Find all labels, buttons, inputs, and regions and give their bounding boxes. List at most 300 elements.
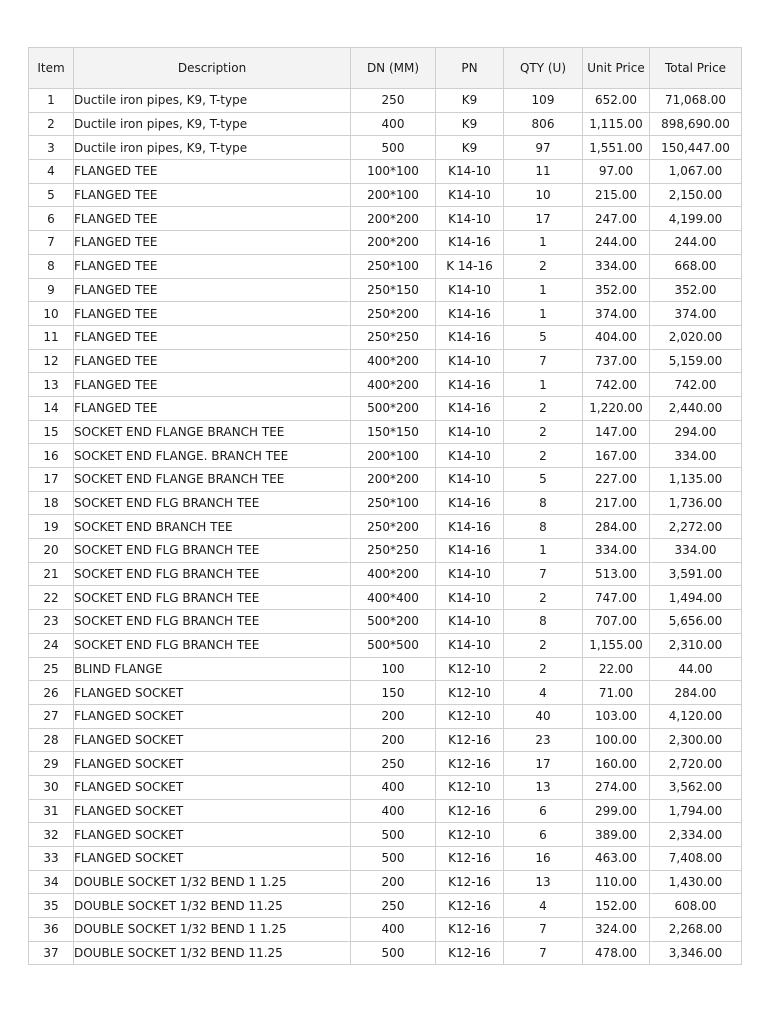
cell-item: 8 [29,254,74,278]
cell-total-price: 5,656.00 [650,610,742,634]
cell-dn: 200 [351,704,436,728]
cell-dn: 200*100 [351,444,436,468]
cell-pn: K12-16 [436,870,504,894]
cell-qty: 8 [504,491,583,515]
cell-qty: 16 [504,847,583,871]
header-qty: QTY (U) [504,48,583,89]
cell-total-price: 352.00 [650,278,742,302]
cell-description: FLANGED SOCKET [74,704,351,728]
cell-qty: 2 [504,586,583,610]
cell-qty: 1 [504,231,583,255]
cell-qty: 1 [504,539,583,563]
header-pn: PN [436,48,504,89]
cell-unit-price: 389.00 [583,823,650,847]
cell-pn: K12-16 [436,894,504,918]
cell-item: 24 [29,633,74,657]
cell-description: FLANGED SOCKET [74,728,351,752]
cell-qty: 17 [504,752,583,776]
cell-description: Ductile iron pipes, K9, T-type [74,112,351,136]
header-item: Item [29,48,74,89]
cell-total-price: 71,068.00 [650,89,742,113]
table-row [29,468,742,492]
table-row [29,752,742,776]
cell-qty: 97 [504,136,583,160]
cell-total-price: 44.00 [650,657,742,681]
cell-total-price: 2,268.00 [650,918,742,942]
cell-dn: 200 [351,870,436,894]
table-row [29,681,742,705]
cell-qty: 2 [504,254,583,278]
cell-total-price: 4,199.00 [650,207,742,231]
cell-unit-price: 1,551.00 [583,136,650,160]
cell-unit-price: 97.00 [583,160,650,184]
cell-qty: 8 [504,515,583,539]
cell-dn: 400 [351,918,436,942]
cell-unit-price: 463.00 [583,847,650,871]
cell-unit-price: 1,115.00 [583,112,650,136]
cell-dn: 400*400 [351,586,436,610]
cell-dn: 500 [351,136,436,160]
cell-total-price: 5,159.00 [650,349,742,373]
cell-unit-price: 652.00 [583,89,650,113]
cell-unit-price: 334.00 [583,254,650,278]
cell-pn: K12-10 [436,823,504,847]
cell-description: FLANGED SOCKET [74,823,351,847]
cell-total-price: 608.00 [650,894,742,918]
table-row [29,610,742,634]
table-row [29,373,742,397]
table-row [29,918,742,942]
header-dn: DN (MM) [351,48,436,89]
cell-unit-price: 324.00 [583,918,650,942]
cell-total-price: 742.00 [650,373,742,397]
cell-pn: K14-10 [436,349,504,373]
cell-description: Ductile iron pipes, K9, T-type [74,136,351,160]
cell-pn: K12-10 [436,775,504,799]
cell-item: 35 [29,894,74,918]
cell-total-price: 334.00 [650,539,742,563]
cell-item: 16 [29,444,74,468]
cell-unit-price: 100.00 [583,728,650,752]
cell-dn: 250*100 [351,491,436,515]
table-row [29,183,742,207]
cell-item: 11 [29,325,74,349]
cell-total-price: 294.00 [650,420,742,444]
cell-item: 13 [29,373,74,397]
cell-pn: K14-10 [436,207,504,231]
cell-total-price: 3,346.00 [650,941,742,965]
cell-description: FLANGED TEE [74,325,351,349]
cell-total-price: 2,720.00 [650,752,742,776]
cell-pn: K14-10 [436,610,504,634]
cell-total-price: 2,020.00 [650,325,742,349]
cell-description: FLANGED TEE [74,349,351,373]
cell-pn: K14-10 [436,183,504,207]
cell-item: 33 [29,847,74,871]
cell-qty: 17 [504,207,583,231]
cell-qty: 6 [504,799,583,823]
cell-description: SOCKET END FLG BRANCH TEE [74,491,351,515]
cell-total-price: 2,440.00 [650,396,742,420]
table-row [29,775,742,799]
cell-item: 15 [29,420,74,444]
table-body [29,89,742,965]
cell-pn: K14-10 [436,586,504,610]
cell-total-price: 2,300.00 [650,728,742,752]
cell-unit-price: 71.00 [583,681,650,705]
cell-dn: 200*100 [351,183,436,207]
cell-pn: K14-10 [436,633,504,657]
cell-qty: 1 [504,302,583,326]
cell-pn: K14-16 [436,539,504,563]
cell-dn: 500 [351,941,436,965]
cell-dn: 500*200 [351,610,436,634]
cell-dn: 100 [351,657,436,681]
cell-qty: 10 [504,183,583,207]
cell-dn: 100*100 [351,160,436,184]
cell-description: SOCKET END FLG BRANCH TEE [74,633,351,657]
cell-total-price: 1,736.00 [650,491,742,515]
cell-item: 12 [29,349,74,373]
cell-dn: 400 [351,775,436,799]
cell-qty: 8 [504,610,583,634]
table-row [29,586,742,610]
cell-description: FLANGED TEE [74,231,351,255]
cell-qty: 2 [504,420,583,444]
cell-total-price: 2,272.00 [650,515,742,539]
cell-qty: 2 [504,444,583,468]
cell-description: FLANGED TEE [74,160,351,184]
cell-item: 34 [29,870,74,894]
cell-pn: K12-16 [436,728,504,752]
cell-unit-price: 103.00 [583,704,650,728]
cell-qty: 5 [504,468,583,492]
cell-item: 2 [29,112,74,136]
cell-description: DOUBLE SOCKET 1/32 BEND 11.25 [74,941,351,965]
table-row [29,823,742,847]
cell-unit-price: 707.00 [583,610,650,634]
cell-description: SOCKET END FLG BRANCH TEE [74,562,351,586]
cell-item: 5 [29,183,74,207]
cell-item: 23 [29,610,74,634]
cell-qty: 11 [504,160,583,184]
cell-qty: 1 [504,373,583,397]
cell-item: 17 [29,468,74,492]
cell-dn: 250*150 [351,278,436,302]
cell-pn: K14-16 [436,325,504,349]
cell-pn: K12-10 [436,704,504,728]
table-row [29,539,742,563]
cell-total-price: 4,120.00 [650,704,742,728]
cell-total-price: 1,067.00 [650,160,742,184]
cell-qty: 2 [504,633,583,657]
table-row [29,657,742,681]
price-table [28,47,742,965]
cell-qty: 2 [504,657,583,681]
cell-total-price: 1,794.00 [650,799,742,823]
table-row [29,112,742,136]
table-row [29,231,742,255]
cell-unit-price: 737.00 [583,349,650,373]
cell-dn: 200*200 [351,207,436,231]
cell-unit-price: 152.00 [583,894,650,918]
header-description: Description [74,48,351,89]
cell-total-price: 1,430.00 [650,870,742,894]
cell-qty: 109 [504,89,583,113]
cell-dn: 200*200 [351,231,436,255]
header-row [29,48,742,89]
cell-qty: 7 [504,349,583,373]
cell-qty: 7 [504,562,583,586]
cell-item: 27 [29,704,74,728]
cell-item: 6 [29,207,74,231]
table-row [29,704,742,728]
cell-item: 28 [29,728,74,752]
cell-qty: 5 [504,325,583,349]
cell-unit-price: 334.00 [583,539,650,563]
cell-total-price: 1,135.00 [650,468,742,492]
cell-item: 36 [29,918,74,942]
cell-unit-price: 167.00 [583,444,650,468]
cell-pn: K12-16 [436,941,504,965]
cell-unit-price: 22.00 [583,657,650,681]
table-row [29,89,742,113]
table-row [29,278,742,302]
cell-unit-price: 374.00 [583,302,650,326]
cell-item: 26 [29,681,74,705]
cell-pn: K12-16 [436,752,504,776]
table-row [29,325,742,349]
cell-pn: K12-16 [436,799,504,823]
cell-item: 9 [29,278,74,302]
cell-description: FLANGED TEE [74,302,351,326]
cell-description: FLANGED SOCKET [74,752,351,776]
cell-pn: K12-10 [436,681,504,705]
cell-unit-price: 299.00 [583,799,650,823]
cell-item: 29 [29,752,74,776]
cell-description: FLANGED TEE [74,254,351,278]
cell-total-price: 3,591.00 [650,562,742,586]
cell-unit-price: 284.00 [583,515,650,539]
cell-qty: 4 [504,894,583,918]
table-row [29,160,742,184]
cell-unit-price: 160.00 [583,752,650,776]
cell-total-price: 1,494.00 [650,586,742,610]
cell-pn: K14-16 [436,231,504,255]
table-row [29,515,742,539]
cell-total-price: 3,562.00 [650,775,742,799]
cell-dn: 200*200 [351,468,436,492]
cell-qty: 23 [504,728,583,752]
cell-unit-price: 244.00 [583,231,650,255]
cell-pn: K12-16 [436,918,504,942]
cell-item: 21 [29,562,74,586]
cell-description: SOCKET END FLG BRANCH TEE [74,586,351,610]
cell-pn: K9 [436,89,504,113]
cell-pn: K9 [436,136,504,160]
cell-unit-price: 147.00 [583,420,650,444]
cell-dn: 500 [351,847,436,871]
cell-pn: K14-10 [436,420,504,444]
cell-dn: 250*200 [351,302,436,326]
cell-unit-price: 274.00 [583,775,650,799]
header-total-price: Total Price [650,48,742,89]
cell-unit-price: 513.00 [583,562,650,586]
cell-description: FLANGED SOCKET [74,775,351,799]
cell-description: FLANGED SOCKET [74,681,351,705]
cell-qty: 806 [504,112,583,136]
cell-total-price: 7,408.00 [650,847,742,871]
cell-dn: 500 [351,823,436,847]
cell-total-price: 284.00 [650,681,742,705]
table-row [29,491,742,515]
table-row [29,302,742,326]
cell-description: FLANGED SOCKET [74,847,351,871]
cell-description: FLANGED TEE [74,396,351,420]
cell-description: SOCKET END BRANCH TEE [74,515,351,539]
cell-dn: 250*250 [351,325,436,349]
cell-description: BLIND FLANGE [74,657,351,681]
cell-description: SOCKET END FLG BRANCH TEE [74,539,351,563]
cell-unit-price: 742.00 [583,373,650,397]
cell-unit-price: 404.00 [583,325,650,349]
cell-unit-price: 352.00 [583,278,650,302]
table-header [29,48,742,89]
cell-unit-price: 110.00 [583,870,650,894]
cell-pn: K14-10 [436,562,504,586]
cell-item: 19 [29,515,74,539]
table-row [29,799,742,823]
cell-description: FLANGED TEE [74,207,351,231]
cell-description: SOCKET END FLANGE. BRANCH TEE [74,444,351,468]
table-row [29,420,742,444]
table-row [29,562,742,586]
table-row [29,870,742,894]
cell-dn: 400*200 [351,373,436,397]
cell-unit-price: 217.00 [583,491,650,515]
cell-dn: 500*500 [351,633,436,657]
cell-dn: 250 [351,752,436,776]
cell-item: 20 [29,539,74,563]
cell-item: 1 [29,89,74,113]
cell-qty: 2 [504,396,583,420]
table-row [29,894,742,918]
cell-unit-price: 478.00 [583,941,650,965]
cell-total-price: 374.00 [650,302,742,326]
cell-description: FLANGED SOCKET [74,799,351,823]
cell-pn: K9 [436,112,504,136]
table-row [29,207,742,231]
cell-item: 22 [29,586,74,610]
cell-item: 18 [29,491,74,515]
cell-unit-price: 747.00 [583,586,650,610]
cell-item: 3 [29,136,74,160]
cell-unit-price: 1,155.00 [583,633,650,657]
cell-dn: 250*250 [351,539,436,563]
cell-total-price: 244.00 [650,231,742,255]
cell-dn: 400*200 [351,562,436,586]
cell-dn: 150 [351,681,436,705]
cell-item: 25 [29,657,74,681]
cell-pn: K14-10 [436,444,504,468]
cell-pn: K 14-16 [436,254,504,278]
cell-pn: K14-10 [436,160,504,184]
cell-total-price: 334.00 [650,444,742,468]
cell-description: Ductile iron pipes, K9, T-type [74,89,351,113]
cell-dn: 250*200 [351,515,436,539]
table-row [29,847,742,871]
cell-pn: K14-16 [436,373,504,397]
cell-item: 37 [29,941,74,965]
table-row [29,444,742,468]
cell-unit-price: 1,220.00 [583,396,650,420]
cell-dn: 250*100 [351,254,436,278]
cell-dn: 150*150 [351,420,436,444]
cell-qty: 7 [504,918,583,942]
cell-description: DOUBLE SOCKET 1/32 BEND 11.25 [74,894,351,918]
cell-total-price: 2,150.00 [650,183,742,207]
cell-total-price: 898,690.00 [650,112,742,136]
cell-total-price: 150,447.00 [650,136,742,160]
cell-description: FLANGED TEE [74,373,351,397]
cell-pn: K12-16 [436,847,504,871]
cell-qty: 1 [504,278,583,302]
cell-description: DOUBLE SOCKET 1/32 BEND 1 1.25 [74,918,351,942]
table-row [29,254,742,278]
cell-qty: 13 [504,775,583,799]
cell-description: SOCKET END FLANGE BRANCH TEE [74,468,351,492]
cell-unit-price: 215.00 [583,183,650,207]
cell-qty: 40 [504,704,583,728]
cell-dn: 400 [351,799,436,823]
cell-description: SOCKET END FLANGE BRANCH TEE [74,420,351,444]
cell-item: 30 [29,775,74,799]
cell-qty: 7 [504,941,583,965]
table-row [29,633,742,657]
cell-pn: K14-10 [436,468,504,492]
cell-dn: 400*200 [351,349,436,373]
cell-dn: 250 [351,894,436,918]
cell-item: 14 [29,396,74,420]
cell-qty: 6 [504,823,583,847]
cell-dn: 400 [351,112,436,136]
cell-item: 4 [29,160,74,184]
cell-qty: 13 [504,870,583,894]
cell-total-price: 2,334.00 [650,823,742,847]
cell-description: DOUBLE SOCKET 1/32 BEND 1 1.25 [74,870,351,894]
cell-pn: K14-16 [436,302,504,326]
cell-unit-price: 247.00 [583,207,650,231]
cell-pn: K14-16 [436,515,504,539]
cell-item: 31 [29,799,74,823]
header-unit-price: Unit Price [583,48,650,89]
table-row [29,728,742,752]
cell-dn: 500*200 [351,396,436,420]
cell-description: FLANGED TEE [74,183,351,207]
table-row [29,349,742,373]
cell-item: 7 [29,231,74,255]
table-row [29,396,742,420]
cell-pn: K14-10 [436,278,504,302]
cell-unit-price: 227.00 [583,468,650,492]
cell-pn: K14-16 [436,396,504,420]
cell-total-price: 2,310.00 [650,633,742,657]
cell-pn: K12-10 [436,657,504,681]
cell-dn: 250 [351,89,436,113]
cell-total-price: 668.00 [650,254,742,278]
cell-description: FLANGED TEE [74,278,351,302]
cell-dn: 200 [351,728,436,752]
